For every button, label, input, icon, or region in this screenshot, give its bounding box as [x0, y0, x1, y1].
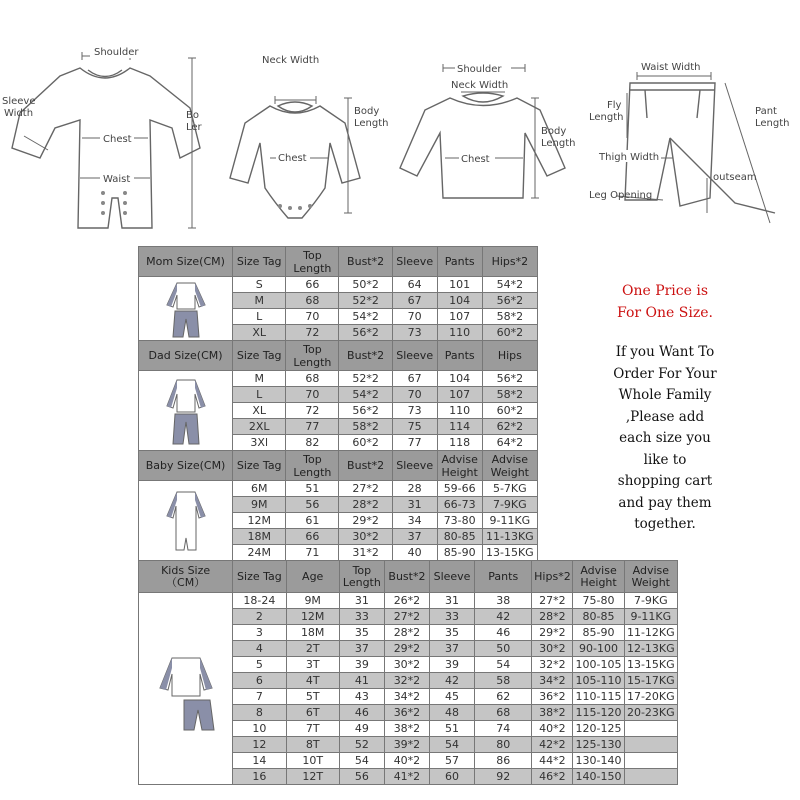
- pants-thigh-width-label: Thigh Width: [599, 152, 660, 163]
- table-cell: 40*2: [384, 753, 429, 769]
- table-row: 12M 61 29*2 34 73-80 9-11KG: [139, 513, 538, 529]
- table-cell: 34*2: [532, 673, 573, 689]
- table-cell: 9-11KG: [624, 609, 677, 625]
- table-row: S 66 50*2 64 101 54*2: [139, 277, 538, 293]
- instruction-line: Whole Family: [618, 387, 712, 403]
- table-cell: 38*2: [532, 705, 573, 721]
- table-cell: 125-130: [573, 737, 624, 753]
- table-cell: 33: [429, 609, 474, 625]
- table-cell: 28*2: [384, 625, 429, 641]
- table-row: 24M 71 31*2 40 85-90 13-15KG: [139, 545, 538, 561]
- table-cell: 60: [429, 769, 474, 785]
- table-row: 9M 56 28*2 31 66-73 7-9KG: [139, 497, 538, 513]
- mom-size-header: Mom Size(CM): [139, 247, 233, 277]
- table-cell: 33: [339, 609, 384, 625]
- table-cell: 35: [339, 625, 384, 641]
- table-cell: 9M: [286, 593, 339, 609]
- table-cell: 58: [475, 673, 532, 689]
- table-row: XL 72 56*2 73 110 60*2: [139, 325, 538, 341]
- table-cell: 115-120: [573, 705, 624, 721]
- table-cell: 37: [429, 641, 474, 657]
- table-cell: 7T: [286, 721, 339, 737]
- instruction-line: If you Want To: [615, 344, 715, 360]
- kids-size-table: [138, 560, 678, 785]
- baby-romper-image: [139, 481, 233, 561]
- table-row: [139, 593, 678, 609]
- table-row: 18M 66 30*2 37 80-85 11-13KG: [139, 529, 538, 545]
- table-row: M 68 52*2 67 104 56*2: [139, 293, 538, 309]
- top-chest-label: Chest: [461, 154, 490, 165]
- table-cell: 42*2: [532, 737, 573, 753]
- table-cell: 38: [475, 593, 532, 609]
- kids-header-row: Kids Size （CM） Size Tag Age Top Length Bust*2 Sleeve Pants Hips*2 Advise Height Advise Weight: [139, 561, 678, 593]
- table-cell: 39*2: [384, 737, 429, 753]
- bodysuit-body-length-label: Body Length: [354, 106, 389, 129]
- romper-sleeve-label: Sleeve Width: [2, 96, 36, 119]
- instruction-line: and pay them: [618, 494, 712, 511]
- table-cell: 32*2: [384, 673, 429, 689]
- pants-pant-length-label: Pant Length: [755, 106, 790, 129]
- table-cell: 51: [429, 721, 474, 737]
- header-top-length: Top Length: [286, 247, 339, 277]
- table-cell: [624, 721, 677, 737]
- table-row: M 68 52*2 67 104 56*2: [139, 371, 538, 387]
- table-cell: 26*2: [384, 593, 429, 609]
- pants-outseam-label: outseam: [713, 172, 757, 183]
- table-cell: 38*2: [384, 721, 429, 737]
- order-instructions: [540, 342, 790, 536]
- table-cell: 8: [233, 705, 286, 721]
- instruction-line: together.: [634, 516, 696, 532]
- table-cell: 28*2: [532, 609, 573, 625]
- table-cell: 68: [475, 705, 532, 721]
- table-cell: 54: [339, 753, 384, 769]
- table-cell: 74: [475, 721, 532, 737]
- table-cell: 30*2: [532, 641, 573, 657]
- header-pants: Pants: [437, 247, 482, 277]
- table-cell: 75-80: [573, 593, 624, 609]
- table-cell: 39: [339, 657, 384, 673]
- table-cell: 34*2: [384, 689, 429, 705]
- baby-size-header: Baby Size(CM): [139, 451, 233, 481]
- table-cell: 7-9KG: [624, 593, 677, 609]
- pants-leg-opening-label: Leg Opening: [589, 190, 653, 201]
- table-cell: 49: [339, 721, 384, 737]
- table-cell: 13-15KG: [624, 657, 677, 673]
- table-cell: 40*2: [532, 721, 573, 737]
- table-cell: 130-140: [573, 753, 624, 769]
- instruction-line: like to: [643, 451, 687, 468]
- table-cell: 12-13KG: [624, 641, 677, 657]
- table-cell: 4: [233, 641, 286, 657]
- top-shoulder-label: Shoulder: [457, 64, 502, 75]
- table-cell: [624, 737, 677, 753]
- table-row: 3Xl 82 60*2 77 118 64*2: [139, 435, 538, 451]
- table-cell: 5: [233, 657, 286, 673]
- top-neck-width-label: Neck Width: [451, 80, 509, 91]
- table-row: 6M 51 27*2 28 59-66 5-7KG: [139, 481, 538, 497]
- table-cell: 37: [339, 641, 384, 657]
- table-cell: 6: [233, 673, 286, 689]
- table-cell: 2: [233, 609, 286, 625]
- table-cell: 5T: [286, 689, 339, 705]
- header-sleeve: Sleeve: [392, 247, 437, 277]
- table-cell: 36*2: [384, 705, 429, 721]
- table-cell: 48: [429, 705, 474, 721]
- table-cell: 80: [475, 737, 532, 753]
- price-line-2: For One Size.: [617, 305, 713, 321]
- instruction-line: each size you: [619, 430, 711, 446]
- table-cell: [624, 769, 677, 785]
- table-cell: 46: [339, 705, 384, 721]
- table-cell: 31: [429, 593, 474, 609]
- table-cell: 18M: [286, 625, 339, 641]
- table-cell: 8T: [286, 737, 339, 753]
- romper-chest-label: Chest: [103, 134, 132, 145]
- table-cell: 3T: [286, 657, 339, 673]
- table-cell: 86: [475, 753, 532, 769]
- table-cell: 62: [475, 689, 532, 705]
- pants-diagram: [585, 28, 800, 228]
- price-notice: [540, 280, 790, 324]
- table-cell: 42: [429, 673, 474, 689]
- dad-size-header: Dad Size(CM): [139, 341, 233, 371]
- top-diagram: [395, 28, 580, 228]
- table-cell: 17-20KG: [624, 689, 677, 705]
- bodysuit-neck-width-label: Neck Width: [262, 55, 320, 66]
- table-cell: 29*2: [384, 641, 429, 657]
- top-body-length-label: Body Length: [541, 126, 576, 149]
- table-cell: 4T: [286, 673, 339, 689]
- price-line-1: One Price is: [621, 283, 709, 299]
- table-cell: 15-17KG: [624, 673, 677, 689]
- romper-diagram: [0, 28, 210, 228]
- table-cell: 92: [475, 769, 532, 785]
- table-cell: 140-150: [573, 769, 624, 785]
- kids-size-header: Kids Size （CM）: [139, 561, 233, 593]
- table-cell: 16: [233, 769, 286, 785]
- table-cell: 120-125: [573, 721, 624, 737]
- instruction-line: Order For Your: [613, 365, 717, 382]
- table-cell: 57: [429, 753, 474, 769]
- table-cell: 10T: [286, 753, 339, 769]
- table-row: 2XL 77 58*2 75 114 62*2: [139, 419, 538, 435]
- table-cell: 10: [233, 721, 286, 737]
- table-cell: 42: [475, 609, 532, 625]
- table-row: L 70 54*2 70 107 58*2: [139, 387, 538, 403]
- mom-pajama-image: [139, 277, 233, 341]
- pants-waist-width-label: Waist Width: [641, 62, 701, 73]
- romper-waist-label: Waist: [103, 174, 131, 185]
- baby-header-row: Baby Size(CM) Size Tag Top Length Bust*2 Sleeve Advise Height Advise Weight: [139, 451, 538, 481]
- table-cell: 105-110: [573, 673, 624, 689]
- table-cell: 32*2: [532, 657, 573, 673]
- instruction-line: ,Please add: [625, 408, 705, 425]
- table-cell: 90-100: [573, 641, 624, 657]
- table-cell: 39: [429, 657, 474, 673]
- table-cell: 45: [429, 689, 474, 705]
- table-cell: 85-90: [573, 625, 624, 641]
- romper-shoulder-label: Shoulder: [94, 47, 139, 58]
- table-cell: 36*2: [532, 689, 573, 705]
- table-cell: 35: [429, 625, 474, 641]
- table-row: L 70 54*2 70 107 58*2: [139, 309, 538, 325]
- table-row: XL 72 56*2 73 110 60*2: [139, 403, 538, 419]
- table-cell: 2T: [286, 641, 339, 657]
- table-cell: 12M: [286, 609, 339, 625]
- bodysuit-diagram: [220, 28, 400, 228]
- pants-fly-length-label: Fly Length: [589, 100, 624, 123]
- mom-header-row: [139, 247, 538, 277]
- table-cell: 7: [233, 689, 286, 705]
- table-cell: 46: [475, 625, 532, 641]
- table-cell: 110-115: [573, 689, 624, 705]
- table-cell: 3: [233, 625, 286, 641]
- table-cell: 11-12KG: [624, 625, 677, 641]
- header-hips: Hips*2: [482, 247, 537, 277]
- table-cell: 41: [339, 673, 384, 689]
- romper-body-length-label: Bo Ler: [186, 110, 202, 133]
- adult-baby-size-table: [138, 246, 538, 561]
- table-cell: 27*2: [532, 593, 573, 609]
- table-cell: 18-24: [233, 593, 286, 609]
- table-cell: 12T: [286, 769, 339, 785]
- table-cell: 54: [475, 657, 532, 673]
- table-cell: [624, 753, 677, 769]
- table-cell: 46*2: [532, 769, 573, 785]
- table-cell: 29*2: [532, 625, 573, 641]
- table-cell: 20-23KG: [624, 705, 677, 721]
- table-cell: 100-105: [573, 657, 624, 673]
- table-cell: 14: [233, 753, 286, 769]
- table-cell: 44*2: [532, 753, 573, 769]
- table-cell: 30*2: [384, 657, 429, 673]
- header-size-tag: Size Tag: [233, 247, 286, 277]
- bodysuit-chest-label: Chest: [278, 153, 307, 164]
- table-cell: 27*2: [384, 609, 429, 625]
- header-bust: Bust*2: [339, 247, 392, 277]
- instruction-line: shopping cart: [617, 473, 713, 489]
- table-cell: 43: [339, 689, 384, 705]
- dad-pajama-image: [139, 371, 233, 451]
- table-cell: 52: [339, 737, 384, 753]
- kids-pajama-image: [139, 593, 233, 785]
- table-cell: 6T: [286, 705, 339, 721]
- table-cell: 54: [429, 737, 474, 753]
- table-cell: 80-85: [573, 609, 624, 625]
- table-cell: 41*2: [384, 769, 429, 785]
- dad-header-row: Dad Size(CM) Size Tag Top Length Bust*2 Sleeve Pants Hips: [139, 341, 538, 371]
- table-cell: 12: [233, 737, 286, 753]
- table-cell: 56: [339, 769, 384, 785]
- table-cell: 50: [475, 641, 532, 657]
- table-cell: 31: [339, 593, 384, 609]
